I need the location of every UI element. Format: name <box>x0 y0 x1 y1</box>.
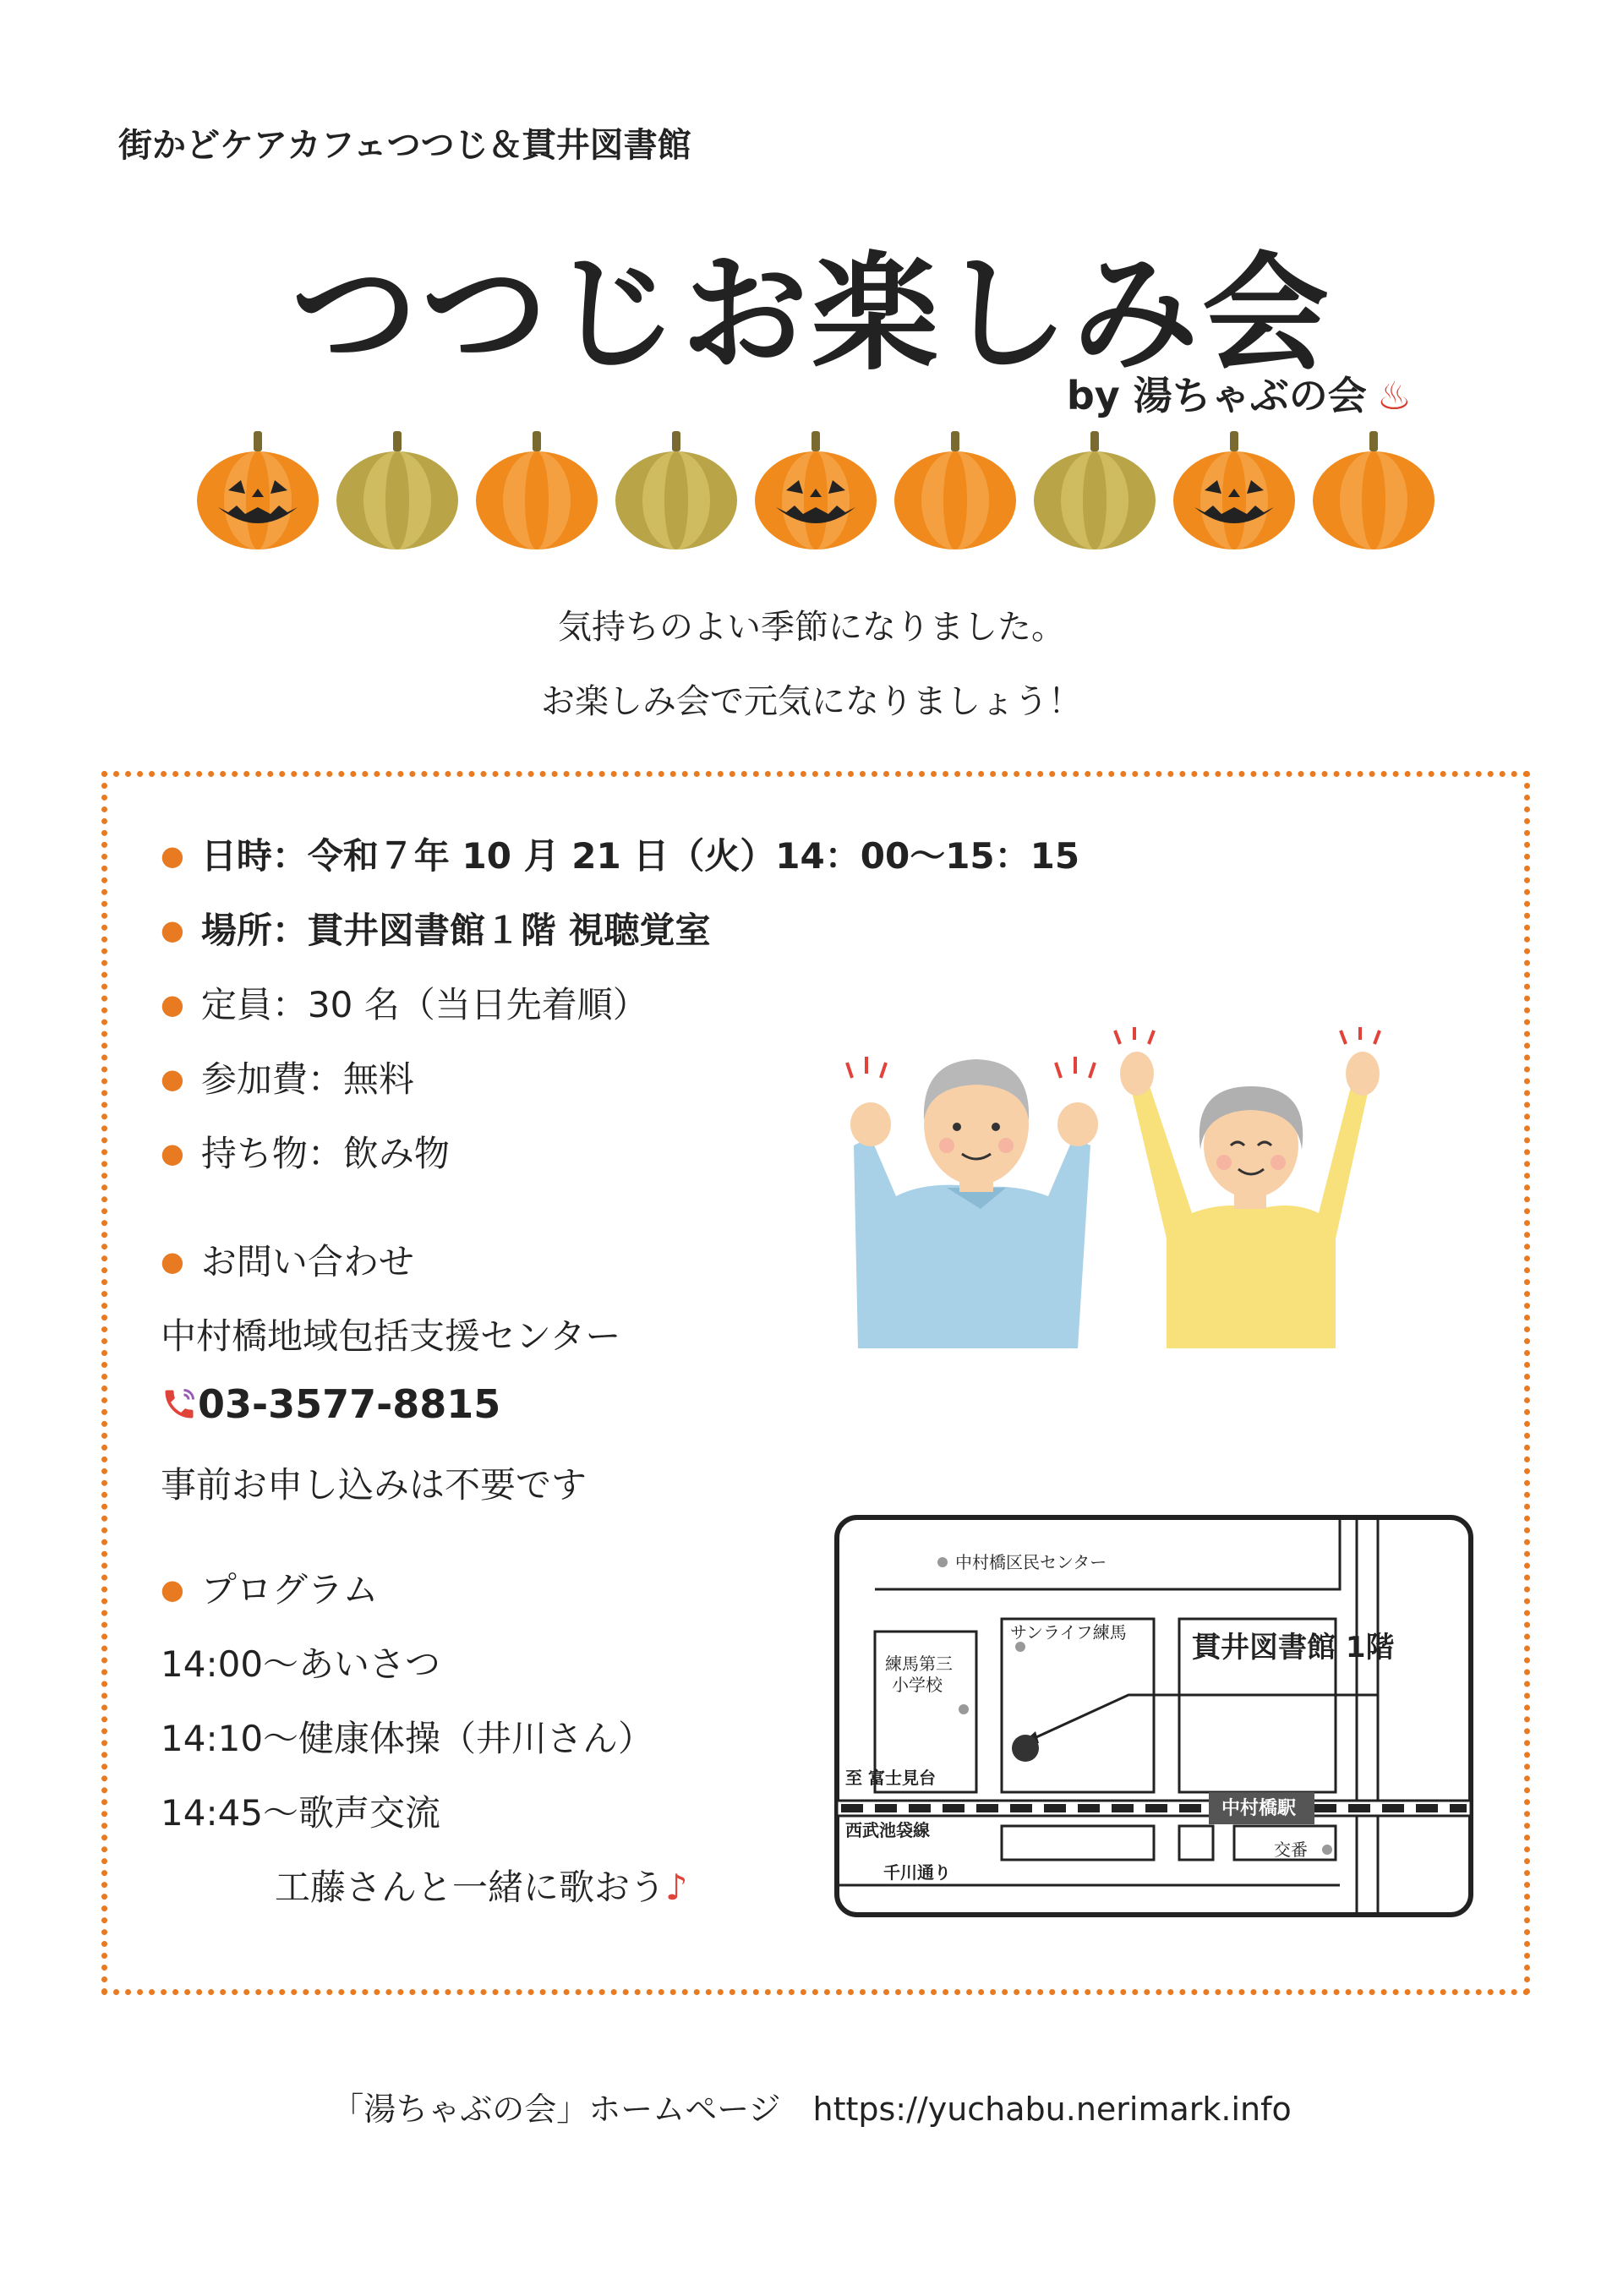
detail-place: ● 場所：貫井図書館１階 視聴覚室 <box>161 903 711 954</box>
map-label-fujimidai: 至 富士見台 <box>845 1768 936 1788</box>
map-label-senkawa: 千川通り <box>883 1862 951 1883</box>
pumpkin-icon <box>1313 431 1434 549</box>
intro-line-2: お楽しみ会で元気になりましょう！ <box>541 682 1082 721</box>
contact-phone-row <box>161 1381 500 1427</box>
pumpkin-icon <box>894 431 1016 549</box>
map-label-station: 中村橋駅 <box>1221 1798 1297 1819</box>
library-marker-icon <box>1012 1735 1039 1762</box>
elderly-man-figure <box>847 1057 1098 1348</box>
map-label-civic-center: 中村橋区民センター <box>955 1552 1107 1572</box>
access-map <box>833 1513 1475 1919</box>
contact-phone[interactable]: 03-3577-8815 <box>198 1381 501 1427</box>
detail-bring: ● 持ち物：飲み物 <box>161 1126 450 1177</box>
program-item-3: 14:45〜歌声交流 <box>161 1792 441 1834</box>
program-subnote: 工藤さんと一緒に歌おう <box>275 1867 666 1908</box>
program-subnote-row <box>275 1860 688 1911</box>
detail-capacity: ● 定員：30 名（当日先着順） <box>161 977 648 1028</box>
jack-o-lantern-icon <box>1173 431 1295 549</box>
contact-note: 事前お申し込みは不要です <box>161 1464 587 1506</box>
jack-o-lantern-icon <box>197 431 319 549</box>
page-title: つつじお楽しみ会 <box>290 241 1332 388</box>
map-label-seibu-line: 西武池袋線 <box>845 1820 930 1840</box>
byline-text: by 湯ちゃぶの会 <box>1066 373 1367 418</box>
map-label-school-1: 練馬第三 <box>885 1654 953 1674</box>
pumpkin-icon <box>1034 431 1156 549</box>
onsen-icon: ♨ <box>1376 373 1412 418</box>
detail-fee: ● 参加費：無料 <box>161 1052 414 1102</box>
elderly-woman-figure <box>1115 1027 1380 1348</box>
pumpkin-row <box>194 431 1437 549</box>
music-note-icon: ♪ <box>665 1867 688 1908</box>
phone-icon <box>161 1386 198 1423</box>
detail-datetime: ● 日時：令和７年 10 月 21 日（火）14：00〜15：15 <box>161 828 1079 879</box>
map-label-koban: 交番 <box>1274 1840 1308 1860</box>
map-label-school-2: 小学校 <box>892 1675 943 1695</box>
seniors-cheering-illustration <box>837 1027 1412 1348</box>
map-label-destination: 貫井図書館 1階 <box>1192 1631 1395 1665</box>
pumpkin-icon <box>615 431 737 549</box>
contact-center: 中村橋地域包括支援センター <box>161 1315 621 1357</box>
jack-o-lantern-icon <box>755 431 877 549</box>
pumpkin-icon <box>476 431 598 549</box>
program-item-1: 14:00〜あいさつ <box>161 1643 441 1685</box>
pumpkin-icon <box>336 431 458 549</box>
program-item-2: 14:10〜健康体操（井川さん） <box>161 1718 654 1759</box>
program-heading: ● プログラム <box>161 1562 379 1613</box>
contact-heading: ● お問い合わせ <box>161 1234 414 1285</box>
organizer-label: 街かどケアカフェつつじ＆貫井図書館 <box>118 126 691 165</box>
byline <box>1067 365 1412 421</box>
footer-homepage[interactable]: 「湯ちゃぶの会」ホームページ https://yuchabu.nerimark.info <box>331 2091 1292 2128</box>
intro-line-1: 気持ちのよい季節になりました。 <box>558 608 1065 647</box>
map-label-sunlife: サンライフ練馬 <box>1010 1622 1127 1643</box>
